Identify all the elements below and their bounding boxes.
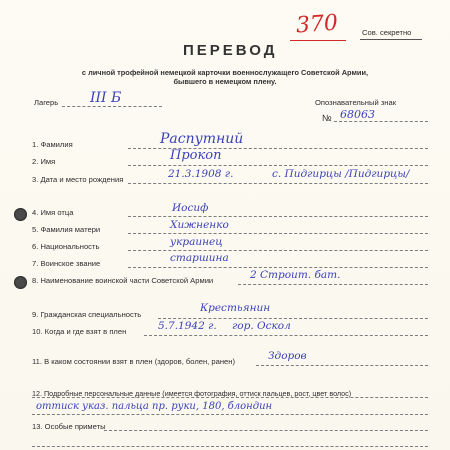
field-surname-value: Распутний — [160, 131, 244, 147]
field-birth-date: 21.3.1908 г. — [168, 168, 234, 180]
field-father-value: Иосиф — [172, 202, 209, 214]
field-marks-line — [104, 430, 428, 431]
field-mother-line — [128, 233, 428, 234]
field-rank-line — [128, 267, 428, 268]
field-marks-label: 13. Особые приметы — [32, 422, 106, 431]
field-captured-date: 5.7.1942 г. — [158, 320, 217, 332]
field-name-line — [128, 165, 428, 166]
number-underline — [290, 40, 346, 41]
ident-value: 68063 — [340, 108, 375, 121]
camp-label: Лагерь — [34, 98, 59, 107]
field-profession-value: Крестьянин — [200, 302, 271, 314]
field-rank-value: старшина — [170, 252, 229, 264]
page-subtitle-2: бывшего в немецком плену. — [173, 77, 277, 86]
field-profession-label: 9. Гражданская специальность — [32, 310, 142, 319]
field-nationality-label: 6. Национальность — [32, 242, 100, 251]
field-captured-place: гор. Оскол — [232, 320, 291, 332]
field-nationality-value: украинец — [170, 236, 223, 248]
field-birth-place: с. Пидгирцы /Пидгирцы/ — [272, 168, 410, 180]
field-unit-label: 8. Наименование воинской части Советской Армии — [32, 276, 214, 285]
field-mother-label: 5. Фамилия матери — [32, 225, 101, 234]
field-unit-line — [238, 284, 428, 285]
page-title: ПЕРЕВОД — [183, 42, 278, 59]
field-birth-line — [128, 183, 428, 184]
field-condition-value: Здоров — [268, 350, 307, 362]
ident-prefix: № — [322, 113, 332, 123]
ident-label: Опознавательный знак — [315, 98, 397, 107]
field-details-label: 12. Подробные персональные данные (имеется фотография, оттиск пальцев, рост, цвет волос) — [32, 389, 352, 398]
camp-line — [62, 106, 162, 107]
field-captured-label: 10. Когда и где взят в плен — [32, 327, 127, 336]
field-profession-line — [158, 318, 428, 319]
camp-value: III Б — [90, 90, 122, 106]
field-marks-line-2 — [32, 446, 428, 447]
field-rank-label: 7. Воинское звание — [32, 259, 101, 268]
field-details-value: оттиск указ. пальца пр. руки, 180, блондин — [36, 401, 273, 412]
field-unit-value: 2 Строит. бат. — [250, 269, 341, 281]
punch-hole-icon — [14, 276, 27, 289]
field-nationality-line — [128, 250, 428, 251]
secret-stamp: Сов. секретно — [362, 28, 412, 37]
field-name-value: Прокоп — [170, 148, 222, 163]
document-number: 370 — [295, 10, 339, 39]
page-subtitle-1: с личной трофейной немецкой карточки военнослужащего Советской Армии, — [81, 68, 369, 77]
field-father-label: 4. Имя отца — [32, 208, 74, 217]
field-details-line-1 — [32, 397, 428, 398]
field-condition-label: 11. В каком состоянии взят в плен (здоров, болен, ранен) — [32, 357, 235, 366]
field-captured-line — [144, 335, 428, 336]
field-name-label: 2. Имя — [32, 157, 56, 166]
field-birth-label: 3. Дата и место рождения — [32, 175, 124, 184]
field-surname-label: 1. Фамилия — [32, 140, 73, 149]
punch-hole-icon — [14, 208, 27, 221]
field-father-line — [128, 216, 428, 217]
field-details-line-2 — [32, 414, 428, 415]
secret-underline — [360, 39, 422, 40]
ident-line — [334, 121, 428, 122]
field-mother-value: Хижненко — [170, 219, 229, 231]
field-condition-line — [256, 365, 428, 366]
